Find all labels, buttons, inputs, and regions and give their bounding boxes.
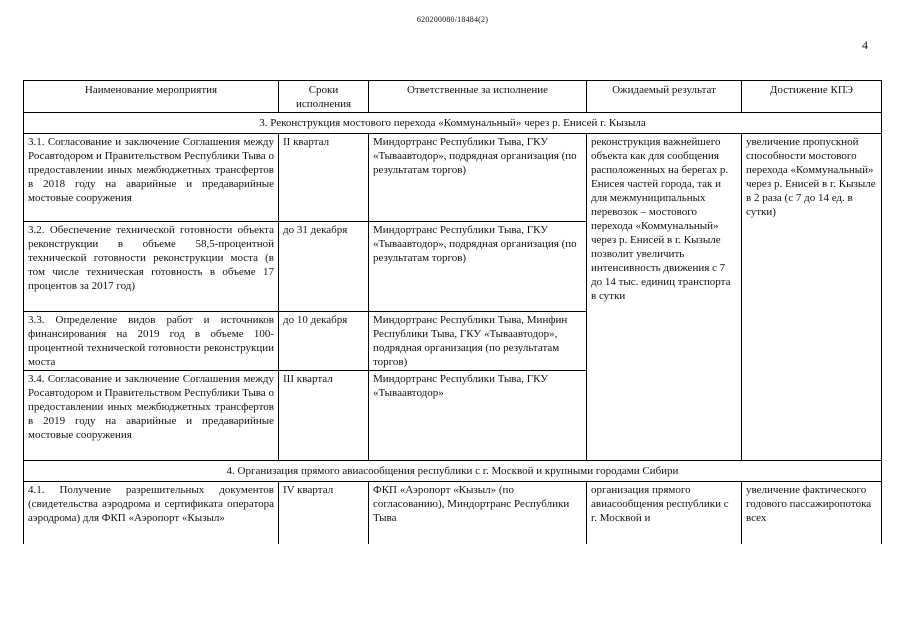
row-3-4-name: 3.4. Согласование и заключение Соглашения между Росавтодором и Правительством Республики Тыва о предоставлении иных межбюджетных трансфертов в 2019 году на аварийные и предаварийные мостовые сооружения [24, 371, 279, 461]
header-expected-result: Ожидаемый результат [587, 81, 742, 113]
row-4-1-expected-result: организация прямого авиасообщения республики с г. Москвой и [587, 482, 742, 544]
table-row [24, 134, 882, 222]
section-3-row [24, 113, 882, 134]
row-4-1-responsible: ФКП «Аэропорт «Кызыл» (по согласованию), Миндортранс Республики Тыва [369, 482, 587, 544]
table-header-row [24, 81, 882, 113]
document-code: 620200080/18484(2) [416, 15, 489, 24]
table-row [24, 482, 882, 544]
section-4-row [24, 461, 882, 482]
header-measure-name: Наименование мероприятия [24, 81, 279, 113]
row-3-4-term: III квартал [279, 371, 369, 461]
row-3-3-term: до 10 декабря [279, 312, 369, 371]
row-3-1-name: 3.1. Согласование и заключение Соглашения между Росавтодором и Правительством Республики Тыва о предоставлении иных межбюджетных трансфертов в 2018 году на аварийные и предаварийные мостовые сооружения [24, 134, 279, 222]
row-4-1-kpi: увеличение фактического годового пассажиропотока всех [742, 482, 882, 544]
header-deadline: Сроки исполнения [279, 81, 369, 113]
row-3-2-name: 3.2. Обеспечение технической готовности объекта реконструкции в объеме 58,5-процентной технической готовности реконструкции моста (в том числе техническая готовность в объеме 17 процентов за 2017 год) [24, 222, 279, 312]
row-4-1-term: IV квартал [279, 482, 369, 544]
row-3-1-responsible: Миндортранс Республики Тыва, ГКУ «Тываавтодор», подрядная организация (по результатам торгов) [369, 134, 587, 222]
section-3-title: 3. Реконструкция мостового перехода «Коммунальный» через р. Енисей г. Кызыла [24, 113, 882, 134]
section-3-expected-result: реконструкция важнейшего объекта как для сообщения расположенных на берегах р. Енисея частей города, так и для межмуниципальных перевозок – мостового перехода «Коммунальный» через р. Енисей в г. Кызыле позволит увеличить интенсивность движения с 7 до 14 тыс. единиц транспорта в сутки [587, 134, 742, 461]
row-3-2-responsible: Миндортранс Республики Тыва, ГКУ «Тываавтодор», подрядная организация (по результатам торгов) [369, 222, 587, 312]
header-kpi: Достижение КПЭ [742, 81, 882, 113]
section-3-kpi: увеличение пропускной способности мостового перехода «Коммунальный» через р. Енисей в г. Кызыле в 2 раза (с 7 до 14 ед. в сутки) [742, 134, 882, 461]
section-4-title: 4. Организация прямого авиасообщения республики с г. Москвой и крупными городами Сибири [24, 461, 882, 482]
row-3-3-responsible: Миндортранс Республики Тыва, Минфин Республики Тыва, ГКУ «Тываавтодор», подрядная организация (по результатам торгов) [369, 312, 587, 371]
page-number: 4 [862, 38, 868, 52]
row-3-1-term: II квартал [279, 134, 369, 222]
measures-table [23, 80, 882, 544]
header-responsible: Ответственные за исполнение [369, 81, 587, 113]
row-3-2-term: до 31 декабря [279, 222, 369, 312]
row-3-4-responsible: Миндортранс Республики Тыва, ГКУ «Тываавтодор» [369, 371, 587, 461]
row-4-1-name: 4.1. Получение разрешительных документов (свидетельства аэродрома и сертификата оператора аэродрома) для ФКП «Аэропорт «Кызыл» [24, 482, 279, 544]
row-3-3-name: 3.3. Определение видов работ и источников финансирования на 2019 год в объеме 100-процентной технической готовности реконструкции моста [24, 312, 279, 371]
